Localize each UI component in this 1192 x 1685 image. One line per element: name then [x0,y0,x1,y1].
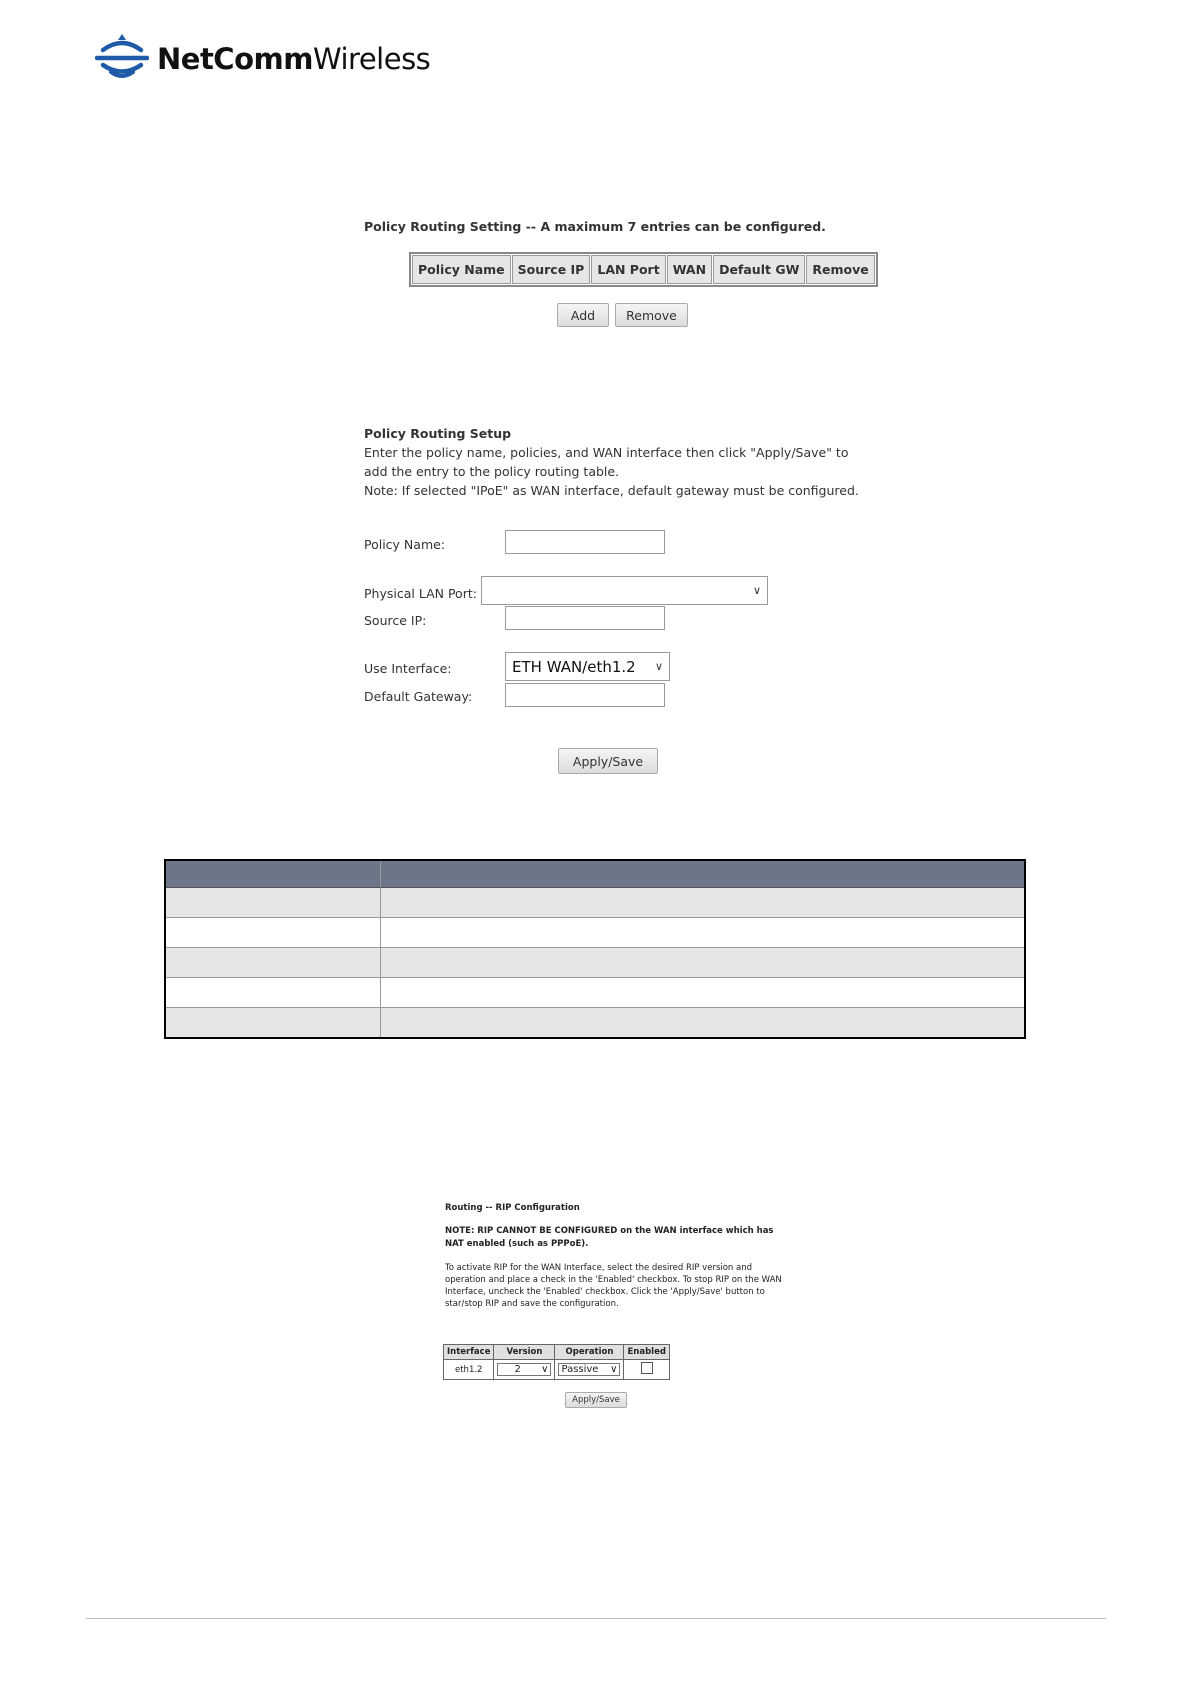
default-gateway-input[interactable] [505,683,665,707]
source-ip-input[interactable] [505,606,665,630]
remove-button[interactable]: Remove [615,303,688,327]
column-header: Policy Name [412,255,511,284]
settings-table [164,859,1026,1039]
physical-lan-port-select[interactable] [481,576,768,605]
policy-setup-note: Note: If selected "IPoE" as WAN interface, default gateway must be configured. [364,483,859,498]
default-gateway-label: Default Gateway: [364,689,473,704]
rip-version-value: 2 [514,1364,521,1375]
policy-name-input[interactable] [505,530,665,554]
table-row [165,918,1025,948]
table-header-cell [165,860,380,888]
policy-list-heading: Policy Routing Setting -- A maximum 7 entries can be configured. [364,219,826,234]
policy-list-table [409,252,878,287]
physical-lan-port-label: Physical LAN Port: [364,586,477,601]
rip-operation-select[interactable] [555,1360,624,1380]
column-header: LAN Port [591,255,665,284]
source-ip-label: Source IP: [364,613,427,628]
column-header: Operation [555,1345,624,1360]
use-interface-select[interactable] [505,652,670,681]
add-button[interactable]: Add [557,303,609,327]
footer-divider [86,1618,1106,1619]
chevron-down-icon: ∨ [610,1364,618,1375]
chevron-down-icon: ∨ [752,584,761,597]
table-header-cell [380,860,1025,888]
column-header: WAN [667,255,712,284]
rip-interface-cell: eth1.2 [444,1360,494,1380]
rip-note: NAT enabled (such as PPPoE). [445,1239,589,1249]
column-header: Enabled [624,1345,669,1360]
wireless-signal-icon [95,32,149,80]
table-row [165,888,1025,918]
policy-name-label: Policy Name: [364,537,446,552]
rip-operation-value: Passive [561,1364,599,1375]
column-header: Interface [444,1345,494,1360]
rip-description: operation and place a check in the 'Enabled' checkbox. To stop RIP on the WAN [445,1275,782,1285]
column-header: Default GW [713,255,805,284]
chevron-down-icon: ∨ [654,660,663,673]
apply-save-button[interactable]: Apply/Save [558,748,658,774]
table-row [444,1360,670,1380]
rip-version-select[interactable] [494,1360,555,1380]
rip-enabled-cell [624,1360,669,1380]
table-row [165,948,1025,978]
table-row [165,1008,1025,1039]
use-interface-selected-value: ETH WAN/eth1.2 [512,657,636,676]
rip-description: Interface, uncheck the 'Enabled' checkbox. Click the 'Apply/Save' button to [445,1287,765,1297]
policy-setup-description: add the entry to the policy routing table. [364,464,620,479]
rip-heading: Routing -- RIP Configuration [445,1203,580,1213]
rip-description: star/stop RIP and save the configuration. [445,1299,619,1309]
column-header: Version [494,1345,555,1360]
rip-enabled-checkbox[interactable] [641,1362,653,1374]
column-header: Source IP [512,255,591,284]
rip-note: NOTE: RIP CANNOT BE CONFIGURED on the WAN interface which has [445,1226,774,1236]
rip-table [443,1344,670,1380]
policy-setup-heading: Policy Routing Setup [364,426,512,441]
policy-setup-description: Enter the policy name, policies, and WAN interface then click "Apply/Save" to [364,445,849,460]
brand-name: NetCommWireless [157,42,431,76]
rip-description: To activate RIP for the WAN Interface, select the desired RIP version and [445,1263,753,1273]
chevron-down-icon: ∨ [541,1364,549,1375]
use-interface-label: Use Interface: [364,661,452,676]
netcomm-logo [95,32,431,80]
rip-apply-save-button[interactable]: Apply/Save [565,1392,627,1408]
column-header: Remove [806,255,874,284]
table-row [165,978,1025,1008]
